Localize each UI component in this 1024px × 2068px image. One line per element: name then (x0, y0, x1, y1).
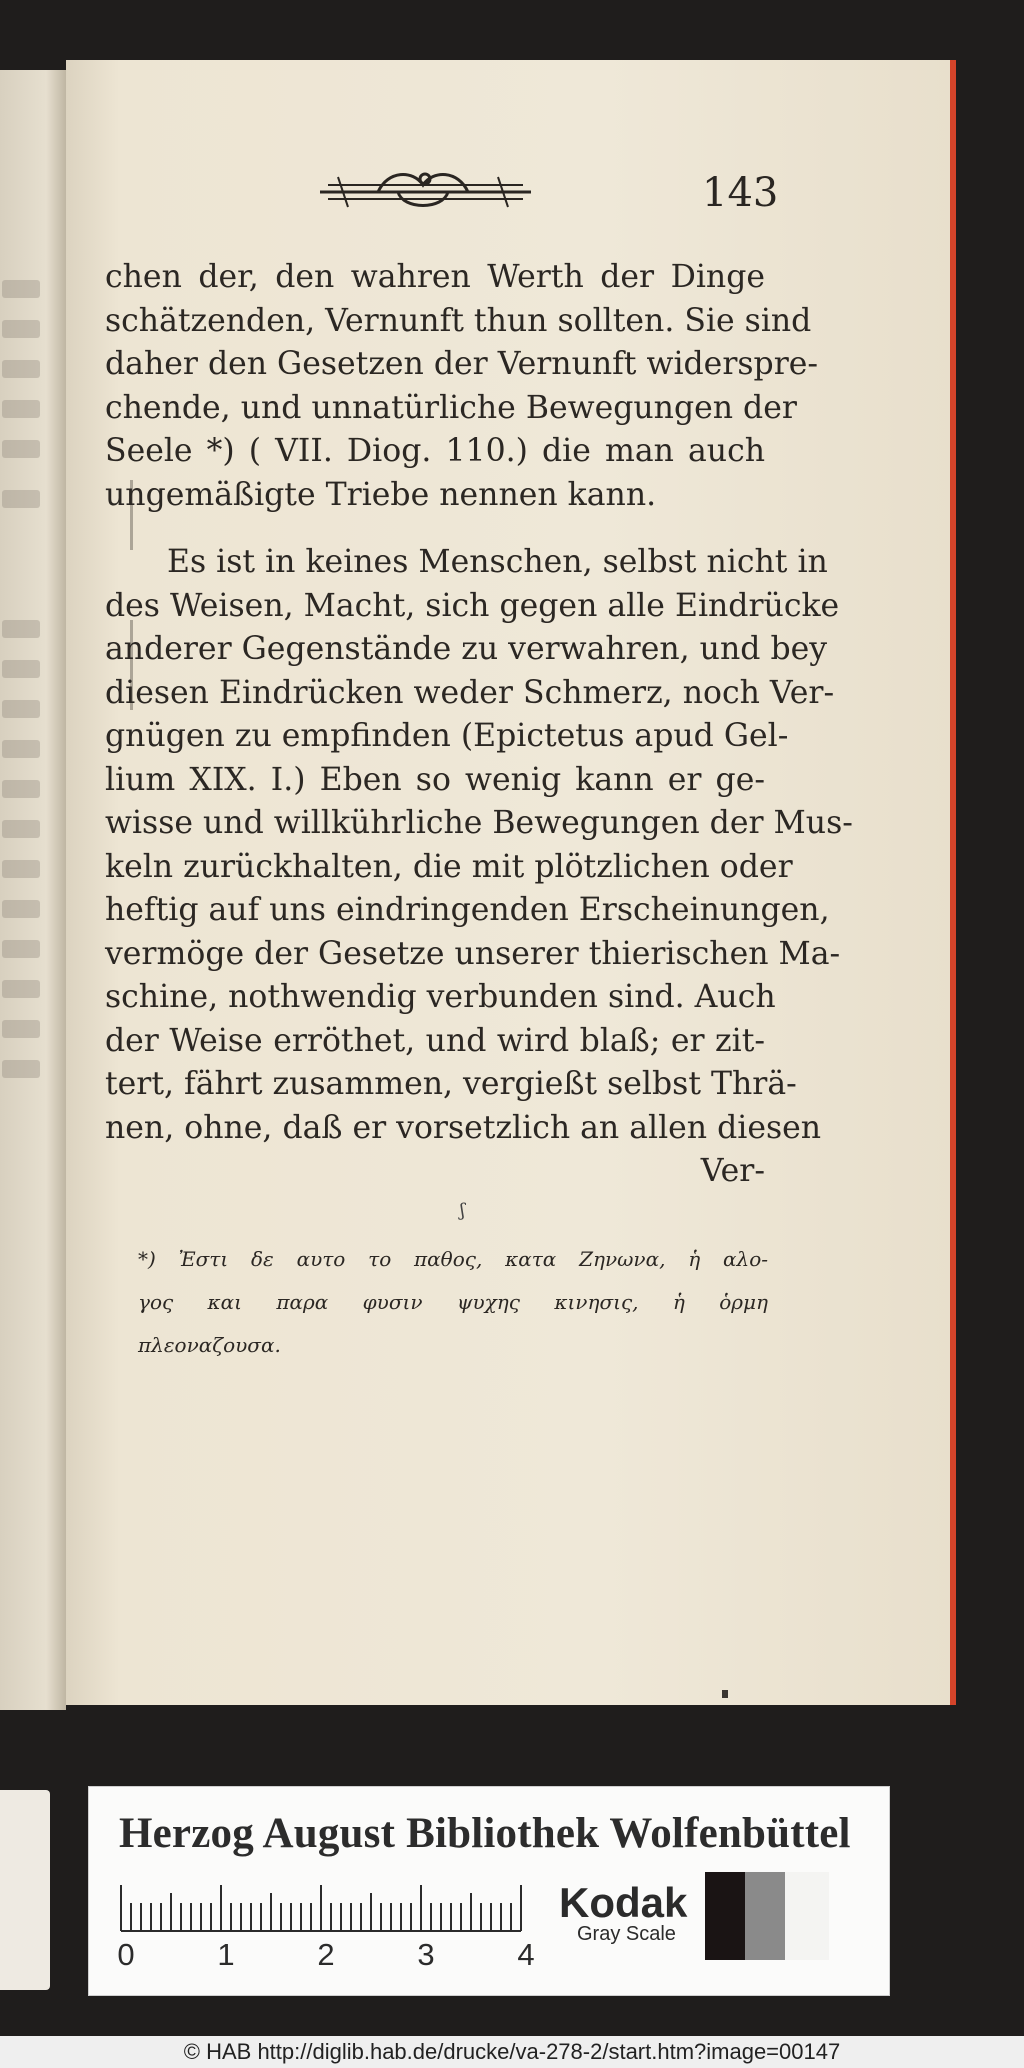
ruler-label: 2 (317, 1937, 335, 1972)
kodak-logo: Kodak (559, 1879, 688, 1926)
text-line: Es ist in keines Menschen, selbst nicht in (167, 544, 828, 580)
bottom-mark (722, 1690, 728, 1698)
adjacent-page (0, 70, 66, 1710)
copyright-footer: © HAB http://diglib.hab.de/drucke/va-278-2/start.htm?image=00147 (0, 2036, 1024, 2068)
swatch-gray (745, 1872, 785, 1960)
text-line: diesen Eindrücken weder Schmerz, noch Ver- (105, 674, 835, 711)
text-line: chende, und unnatürliche Bewegungen der (105, 389, 797, 426)
text-line: tert, fährt zusammen, vergießt selbst Thrä- (105, 1066, 797, 1102)
text-line: ungemäßigte Triebe nennen kann. (105, 476, 657, 513)
footnote-line: *) Ἐστι δε αυτο το παθος, κατα Ζηνωνα, ἡ αλο- (138, 1247, 768, 1271)
text-line: des Weisen, Macht, sich gegen alle Eindrücke (105, 587, 840, 624)
text-line: schine, nothwendig verbunden sind. Auch (105, 979, 776, 1015)
text-line: Seele *) ( VII. Diog. 110.) die man auch (105, 433, 765, 469)
text-line: heftig auf uns eindringenden Erscheinungen, (105, 892, 830, 928)
ruler-labels (111, 1937, 631, 1977)
text-line: der Weise erröthet, und wird blaß; er zit- (105, 1022, 765, 1059)
swatch-white (785, 1872, 829, 1960)
paragraph-gap (105, 517, 765, 541)
text-line: keln zurückhalten, die mit plötzlichen oder (105, 848, 793, 885)
page-number: 143 (702, 170, 779, 216)
gray-scale-label: Gray Scale (577, 1923, 676, 1945)
ruler-scale (119, 1883, 619, 1945)
footnote-line: πλεοναζουσα. (138, 1333, 281, 1357)
ruler-label: 0 (117, 1937, 135, 1972)
text-line: vermöge der Gesetze unserer thierischen Ma- (105, 935, 841, 972)
ruler-label: 4 (517, 1937, 535, 1972)
text-line: gnügen zu empfinden (Epictetus apud Gel- (105, 718, 789, 754)
adjacent-card-edge (0, 1790, 50, 1990)
footnote-line: γος και παρα φυσιν ψυχης κινησις, ἡ ὁρμη (138, 1290, 768, 1314)
text-line: schätzenden, Vernunft thun sollten. Sie sind (105, 302, 812, 339)
text-line: nen, ohne, daß er vorsetzlich an allen diesen (105, 1109, 822, 1146)
library-name: Herzog August Bibliothek Wolfenbüttel (119, 1810, 851, 1857)
text-line: lium XIX. I.) Eben so wenig kann er ge- (105, 761, 765, 798)
ruler-label: 1 (217, 1937, 235, 1972)
footnote-separator: ʃ (460, 1200, 465, 1221)
footnote (138, 1238, 768, 1367)
text-line: daher den Gesetzen der Vernunft widerspre- (105, 346, 819, 382)
text-line: chen der, den wahren Werth der Dinge (105, 259, 765, 295)
header-ornament (318, 165, 533, 219)
color-card (88, 1786, 890, 1996)
ruler-label: 3 (417, 1937, 435, 1972)
body-text (105, 256, 853, 1194)
text-line: wisse und willkührliche Bewegungen der Mus- (105, 805, 853, 841)
text-line: Ver- (700, 1153, 765, 1189)
text-line: anderer Gegenstände zu verwahren, und bey (105, 631, 828, 667)
swatch-black (705, 1872, 745, 1960)
